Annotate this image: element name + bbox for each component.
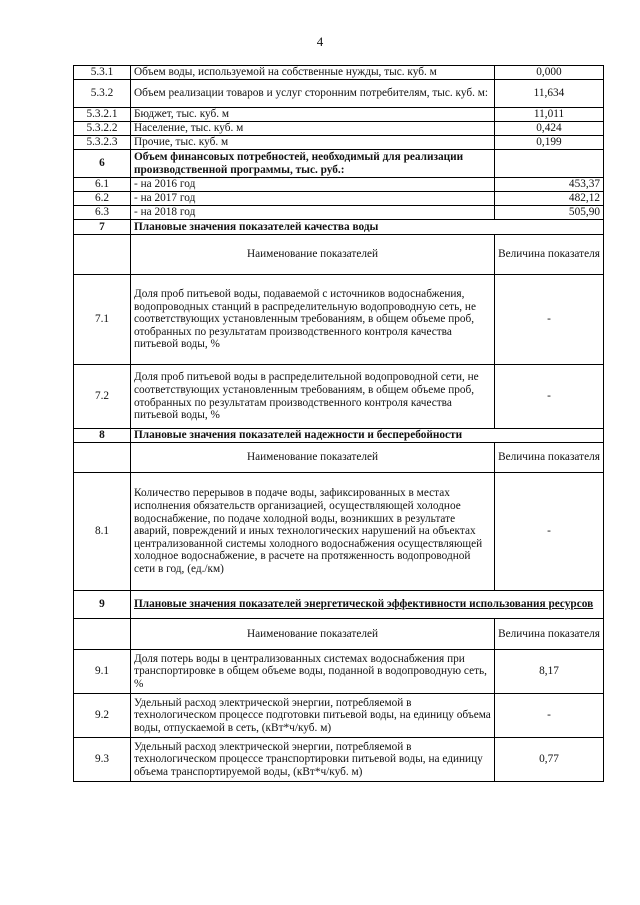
row-number: 7.2 — [74, 365, 131, 429]
column-header-name: Наименование показателей — [131, 443, 495, 473]
section-header-row — [74, 429, 604, 443]
column-header-name: Наименование показателей — [131, 235, 495, 275]
empty-cell — [74, 619, 131, 650]
section-number: 6 — [74, 150, 131, 178]
row-description: - на 2016 год — [131, 178, 495, 192]
table-row — [74, 178, 604, 192]
table-row — [74, 694, 604, 738]
row-description: Доля проб питьевой воды в распределительной водопроводной сети, не соответствующих установленным требованиям, в общем объеме проб, отобранных по результатам производственного контроля качества питьевой воды, % — [131, 365, 495, 429]
section-header-row — [74, 150, 604, 178]
column-header-value: Величина показателя — [495, 443, 604, 473]
row-value: 0,77 — [495, 738, 604, 782]
row-number: 5.3.1 — [74, 66, 131, 80]
column-header-name: Наименование показателей — [131, 619, 495, 650]
row-value: 505,90 — [495, 206, 604, 220]
row-number: 9.3 — [74, 738, 131, 782]
row-description: Объем воды, используемой на собственные нужды, тыс. куб. м — [131, 66, 495, 80]
program-table — [73, 65, 604, 782]
column-header-value: Величина показателя — [495, 619, 604, 650]
row-value: 482,12 — [495, 192, 604, 206]
table-row — [74, 122, 604, 136]
column-header-row — [74, 443, 604, 473]
row-number: 9.2 — [74, 694, 131, 738]
row-description: Удельный расход электрической энергии, потребляемой в технологическом процессе подготовки питьевой воды, на единицу объема воды, отпускаемой в сеть, (кВт*ч/куб. м) — [131, 694, 495, 738]
row-description: Бюджет, тыс. куб. м — [131, 108, 495, 122]
row-number: 7.1 — [74, 275, 131, 365]
section-header-row — [74, 591, 604, 619]
table-row — [74, 192, 604, 206]
table-row — [74, 365, 604, 429]
row-description: Прочие, тыс. куб. м — [131, 136, 495, 150]
table-row — [74, 473, 604, 591]
row-value: 0,000 — [495, 66, 604, 80]
row-description: Количество перерывов в подаче воды, зафиксированных в местах исполнения обязательств организацией, осуществляющей холодное водоснабжение, по подаче холодной воды, возникших в результате аварий, повреждений и иных технологических нарушений на объектах централизованной системы холодного водоснабжения осуществляющей холодное водоснабжение, в расчете на протяженность водопроводной сети в год, (ед./км) — [131, 473, 495, 591]
section-title: Плановые значения показателей качества воды — [131, 220, 604, 235]
row-description: - на 2018 год — [131, 206, 495, 220]
section-header-row — [74, 220, 604, 235]
row-description: Население, тыс. куб. м — [131, 122, 495, 136]
row-number: 5.3.2.3 — [74, 136, 131, 150]
page-number: 4 — [316, 34, 324, 49]
row-description: Доля потерь воды в централизованных системах водоснабжения при транспортировке в общем объеме воды, поданной в водопроводную сеть, % — [131, 650, 495, 694]
row-value: 8,17 — [495, 650, 604, 694]
row-value: - — [495, 473, 604, 591]
section-number: 8 — [74, 429, 131, 443]
row-description: Объем реализации товаров и услуг сторонним потребителям, тыс. куб. м: — [131, 80, 495, 108]
table-row — [74, 80, 604, 108]
row-number: 9.1 — [74, 650, 131, 694]
row-description: Удельный расход электрической энергии, потребляемой в технологическом процессе транспортировки питьевой воды, на единицу объема транспортируемой воды, (кВт*ч/куб. м) — [131, 738, 495, 782]
empty-cell — [495, 150, 604, 178]
row-number: 6.1 — [74, 178, 131, 192]
row-value: 0,424 — [495, 122, 604, 136]
row-description: - на 2017 год — [131, 192, 495, 206]
empty-cell — [74, 235, 131, 275]
table-row — [74, 738, 604, 782]
column-header-row — [74, 235, 604, 275]
empty-cell — [74, 443, 131, 473]
row-value: - — [495, 694, 604, 738]
section-title: Плановые значения показателей энергетической эффективности использования ресурсов — [131, 591, 604, 619]
section-number: 7 — [74, 220, 131, 235]
row-description: Доля проб питьевой воды, подаваемой с источников водоснабжения, водопроводных станций в распределительную водопроводную сеть, не соответствующих установленным требованиям, в общем объеме проб, отобранных по результатам производственного контроля качества питьевой воды, % — [131, 275, 495, 365]
row-value: 453,37 — [495, 178, 604, 192]
table-row — [74, 275, 604, 365]
row-number: 5.3.2.2 — [74, 122, 131, 136]
row-number: 6.2 — [74, 192, 131, 206]
section-number: 9 — [74, 591, 131, 619]
row-value: 11,634 — [495, 80, 604, 108]
table-row — [74, 108, 604, 122]
row-number: 6.3 — [74, 206, 131, 220]
column-header-row — [74, 619, 604, 650]
row-value: 11,011 — [495, 108, 604, 122]
row-value: 0,199 — [495, 136, 604, 150]
section-title: Плановые значения показателей надежности и бесперебойности — [131, 429, 604, 443]
table-row — [74, 206, 604, 220]
row-value: - — [495, 275, 604, 365]
row-number: 8.1 — [74, 473, 131, 591]
row-value: - — [495, 365, 604, 429]
table-row — [74, 650, 604, 694]
section-title: Объем финансовых потребностей, необходимый для реализации производственной программы, тыс. руб.: — [131, 150, 495, 178]
row-number: 5.3.2.1 — [74, 108, 131, 122]
column-header-value: Величина показателя — [495, 235, 604, 275]
table-row — [74, 66, 604, 80]
row-number: 5.3.2 — [74, 80, 131, 108]
table-row — [74, 136, 604, 150]
